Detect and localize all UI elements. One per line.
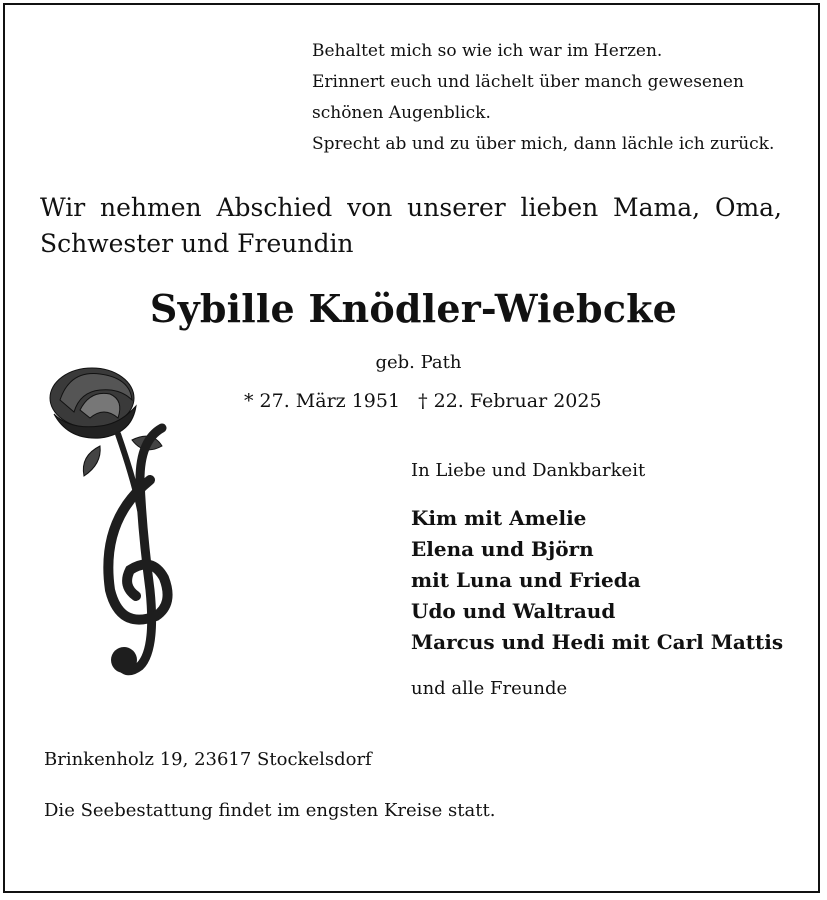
poem-line: Erinnert euch und lächelt über manch gewesenen [312, 72, 744, 92]
death-date: † 22. Februar 2025 [418, 390, 602, 412]
address: Brinkenholz 19, 23617 Stockelsdorf [44, 749, 372, 770]
mourners-list [411, 503, 783, 658]
mourner-name: Elena und Björn [411, 537, 594, 561]
mourners-closing: und alle Freunde [411, 678, 568, 699]
life-dates [244, 390, 602, 412]
poem-line: schönen Augenblick. [312, 103, 491, 123]
rose-with-treble-clef-icon [40, 360, 190, 690]
mourner-name: Kim mit Amelie [411, 506, 587, 530]
intro-line: Wir nehmen Abschied von unserer lieben Mama, Oma, [40, 193, 782, 222]
birth-date: * 27. März 1951 [244, 390, 401, 412]
poem-line: Behaltet mich so wie ich war im Herzen. [312, 41, 663, 61]
intro-line: Schwester und Freundin [40, 229, 354, 258]
intro-text [40, 190, 782, 262]
deceased-name: Sybille Knödler-Wiebcke [149, 286, 678, 331]
poem-line: Sprecht ab und zu über mich, dann lächle ich zurück. [312, 134, 775, 154]
mourner-name: Marcus und Hedi mit Carl Mattis [411, 630, 784, 654]
birth-name: geb. Path [375, 352, 462, 373]
mourner-name: Udo und Waltraud [411, 599, 616, 623]
funeral-note: Die Seebestattung findet im engsten Kreise statt. [44, 800, 496, 821]
poem [312, 36, 774, 160]
mourners-heading: In Liebe und Dankbarkeit [411, 460, 646, 481]
mourner-name: mit Luna und Frieda [411, 568, 641, 592]
